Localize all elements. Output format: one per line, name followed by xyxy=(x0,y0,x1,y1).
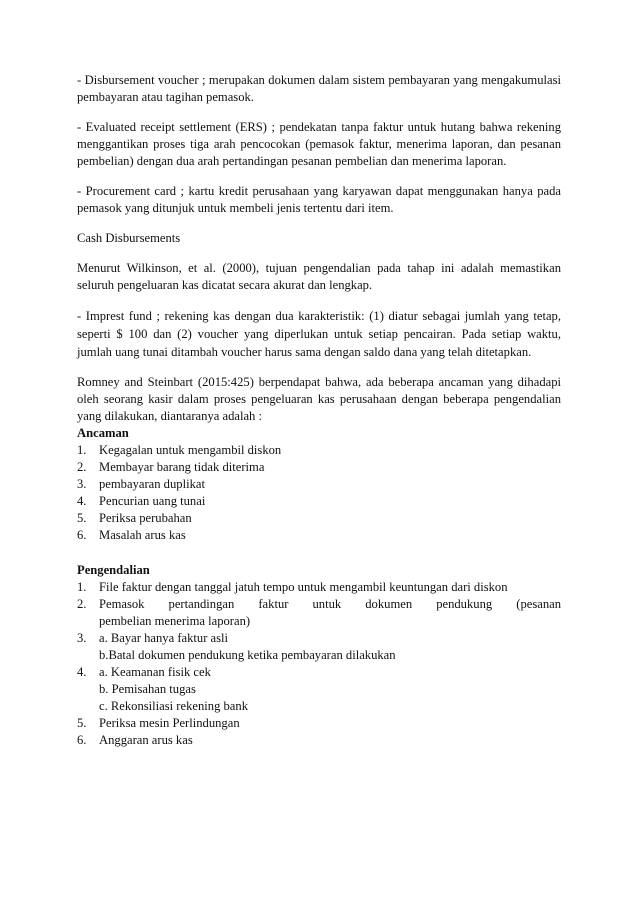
pengendalian-list xyxy=(77,579,561,749)
list-number: 5. xyxy=(77,511,87,525)
list-item xyxy=(77,476,561,493)
list-text: Periksa mesin Perlindungan xyxy=(99,716,240,730)
ancaman-list xyxy=(77,442,561,544)
paragraph-ers: - Evaluated receipt settlement (ERS) ; pendekatan tanpa faktur untuk hutang bahwa rekening menggantikan proses tiga arah pencocokan (pemasok faktur, menerima laporan, dan pesanan pembelian) dengan dua arah pertandingan pesanan pembelian dan menerima laporan. xyxy=(77,120,561,168)
paragraph-romney-steinbart: Romney and Steinbart (2015:425) berpendapat bahwa, ada beberapa ancaman yang dihadapi oleh seorang kasir dalam proses pengeluaran kas perusahaan dengan beberapa pengendalian yang dilakukan, diantaranya adalah : xyxy=(77,375,561,423)
list-number: 1. xyxy=(77,580,87,594)
list-text: Anggaran arus kas xyxy=(99,733,193,747)
list-number: 3. xyxy=(77,477,87,491)
list-number: 5. xyxy=(77,716,87,730)
sub-item-c: c. Rekonsiliasi rekening bank xyxy=(99,699,248,713)
ancaman-heading: Ancaman xyxy=(77,426,129,440)
paragraph-disbursement-voucher: - Disbursement voucher ; merupakan dokumen dalam sistem pembayaran yang mengakumulasi pembayaran atau tagihan pemasok. xyxy=(77,73,561,104)
list-text-continued: pembelian menerima laporan) xyxy=(99,614,251,628)
paragraph-imprest-fund: - Imprest fund ; rekening kas dengan dua karakteristik: (1) diatur sebagai jumlah yang tetap, seperti $ 100 dan (2) voucher yang diperlukan untuk setiap pencairan. Pada setiap waktu, jumlah uang tunai ditambah voucher harus sama dengan saldo dana yang telah ditetapkan. xyxy=(77,309,561,359)
list-number: 4. xyxy=(77,665,87,679)
list-item xyxy=(77,664,561,715)
list-item xyxy=(77,579,561,596)
paragraph-wilkinson: Menurut Wilkinson, et al. (2000), tujuan pengendalian pada tahap ini adalah memastikan seluruh pengeluaran kas dicatat secara akurat dan lengkap. xyxy=(77,261,561,292)
list-item xyxy=(77,630,561,664)
list-number: 1. xyxy=(77,443,87,457)
section-title-cash-disbursements: Cash Disbursements xyxy=(77,231,181,245)
sub-item-a: a. Bayar hanya faktur asli xyxy=(99,631,229,645)
list-number: 4. xyxy=(77,494,87,508)
list-item xyxy=(77,510,561,527)
list-text: Masalah arus kas xyxy=(99,528,186,542)
list-number: 6. xyxy=(77,733,87,747)
list-item xyxy=(77,493,561,510)
sub-item-a: a. Keamanan fisik cek xyxy=(99,665,211,679)
list-item xyxy=(77,715,561,732)
sub-item-b: b. Pemisahan tugas xyxy=(99,682,196,696)
list-item xyxy=(77,596,561,630)
list-text: File faktur dengan tanggal jatuh tempo untuk mengambil keuntungan dari diskon xyxy=(99,580,508,594)
list-number: 2. xyxy=(77,460,87,474)
list-text: Pemasok pertandingan faktur untuk dokumen pendukung (pesanan xyxy=(99,597,561,611)
sub-item-b: b.Batal dokumen pendukung ketika pembayaran dilakukan xyxy=(99,648,396,662)
list-text: Periksa perubahan xyxy=(99,511,192,525)
list-number: 6. xyxy=(77,528,87,542)
list-text: Pencurian uang tunai xyxy=(99,494,206,508)
paragraph-procurement-card: - Procurement card ; kartu kredit perusahaan yang karyawan dapat menggunakan hanya pada pemasok yang ditunjuk untuk membeli jenis tertentu dari item. xyxy=(77,184,561,215)
list-item xyxy=(77,527,561,544)
list-number: 2. xyxy=(77,597,87,611)
list-text: pembayaran duplikat xyxy=(99,477,205,491)
list-text: Kegagalan untuk mengambil diskon xyxy=(99,443,282,457)
pengendalian-heading: Pengendalian xyxy=(77,563,150,577)
list-item xyxy=(77,442,561,459)
list-number: 3. xyxy=(77,631,87,645)
list-item xyxy=(77,732,561,749)
list-text: Membayar barang tidak diterima xyxy=(99,460,265,474)
list-item xyxy=(77,459,561,476)
